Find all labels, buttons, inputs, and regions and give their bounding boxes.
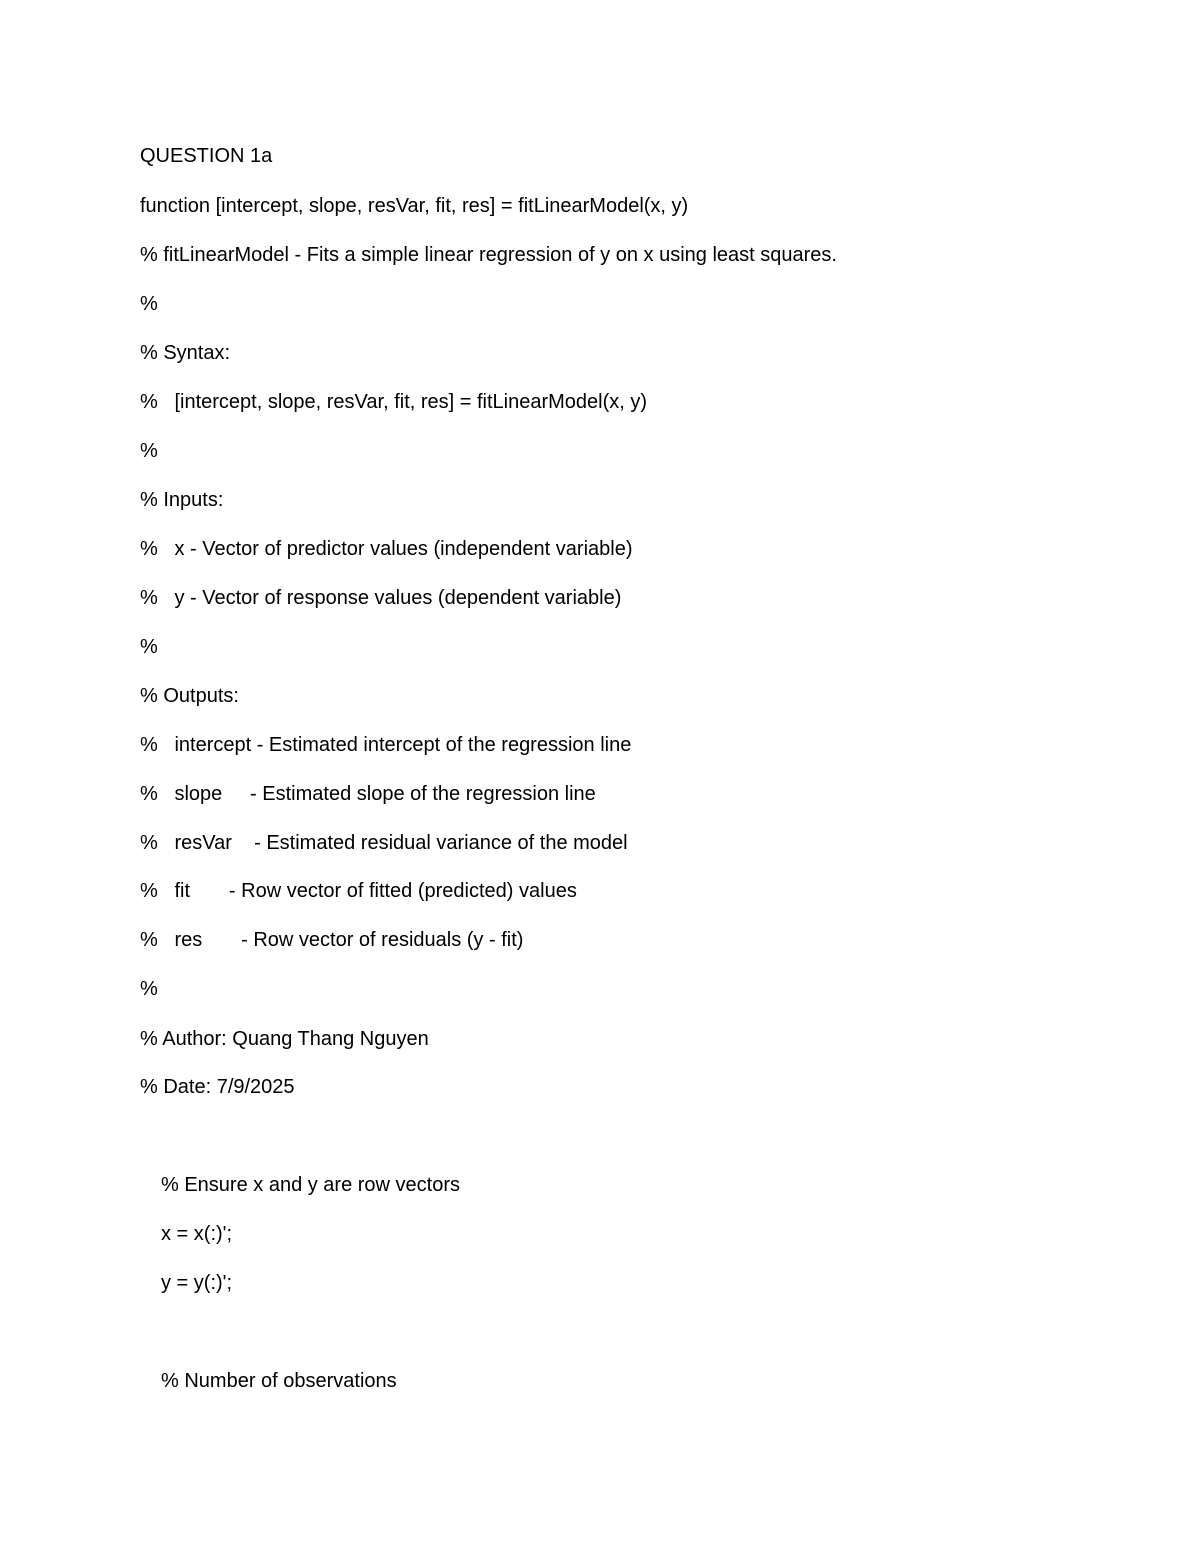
code-line: % intercept - Estimated intercept of the regression line [140, 734, 632, 756]
code-line: % [intercept, slope, resVar, fit, res] = fitLinearModel(x, y) [140, 391, 648, 413]
code-line: % Author: Quang Thang Nguyen [140, 1028, 429, 1050]
code-line: % [140, 440, 158, 462]
code-line: y = y(:)'; [161, 1272, 233, 1294]
code-line: % res - Row vector of residuals (y - fit) [140, 929, 524, 951]
code-line: % Syntax: [140, 342, 231, 364]
code-line: % [140, 293, 158, 315]
question-heading: QUESTION 1a [140, 145, 273, 167]
code-line: % Ensure x and y are row vectors [161, 1174, 461, 1196]
code-line: % Number of observations [161, 1370, 397, 1392]
code-line: % resVar - Estimated residual variance of the model [140, 832, 628, 854]
code-line: % [140, 636, 158, 658]
code-line: x = x(:)'; [161, 1223, 233, 1245]
code-line: % [140, 978, 158, 1000]
code-line: % Date: 7/9/2025 [140, 1076, 295, 1098]
code-line: % y - Vector of response values (dependent variable) [140, 587, 622, 609]
code-line: % x - Vector of predictor values (independent variable) [140, 538, 633, 560]
code-line: % Outputs: [140, 685, 239, 707]
code-line: function [intercept, slope, resVar, fit, res] = fitLinearModel(x, y) [140, 195, 689, 217]
code-line: % fitLinearModel - Fits a simple linear regression of y on x using least squares. [140, 244, 837, 266]
code-line: % slope - Estimated slope of the regression line [140, 783, 596, 805]
code-line: % Inputs: [140, 489, 224, 511]
code-line: % fit - Row vector of fitted (predicted) values [140, 880, 577, 902]
